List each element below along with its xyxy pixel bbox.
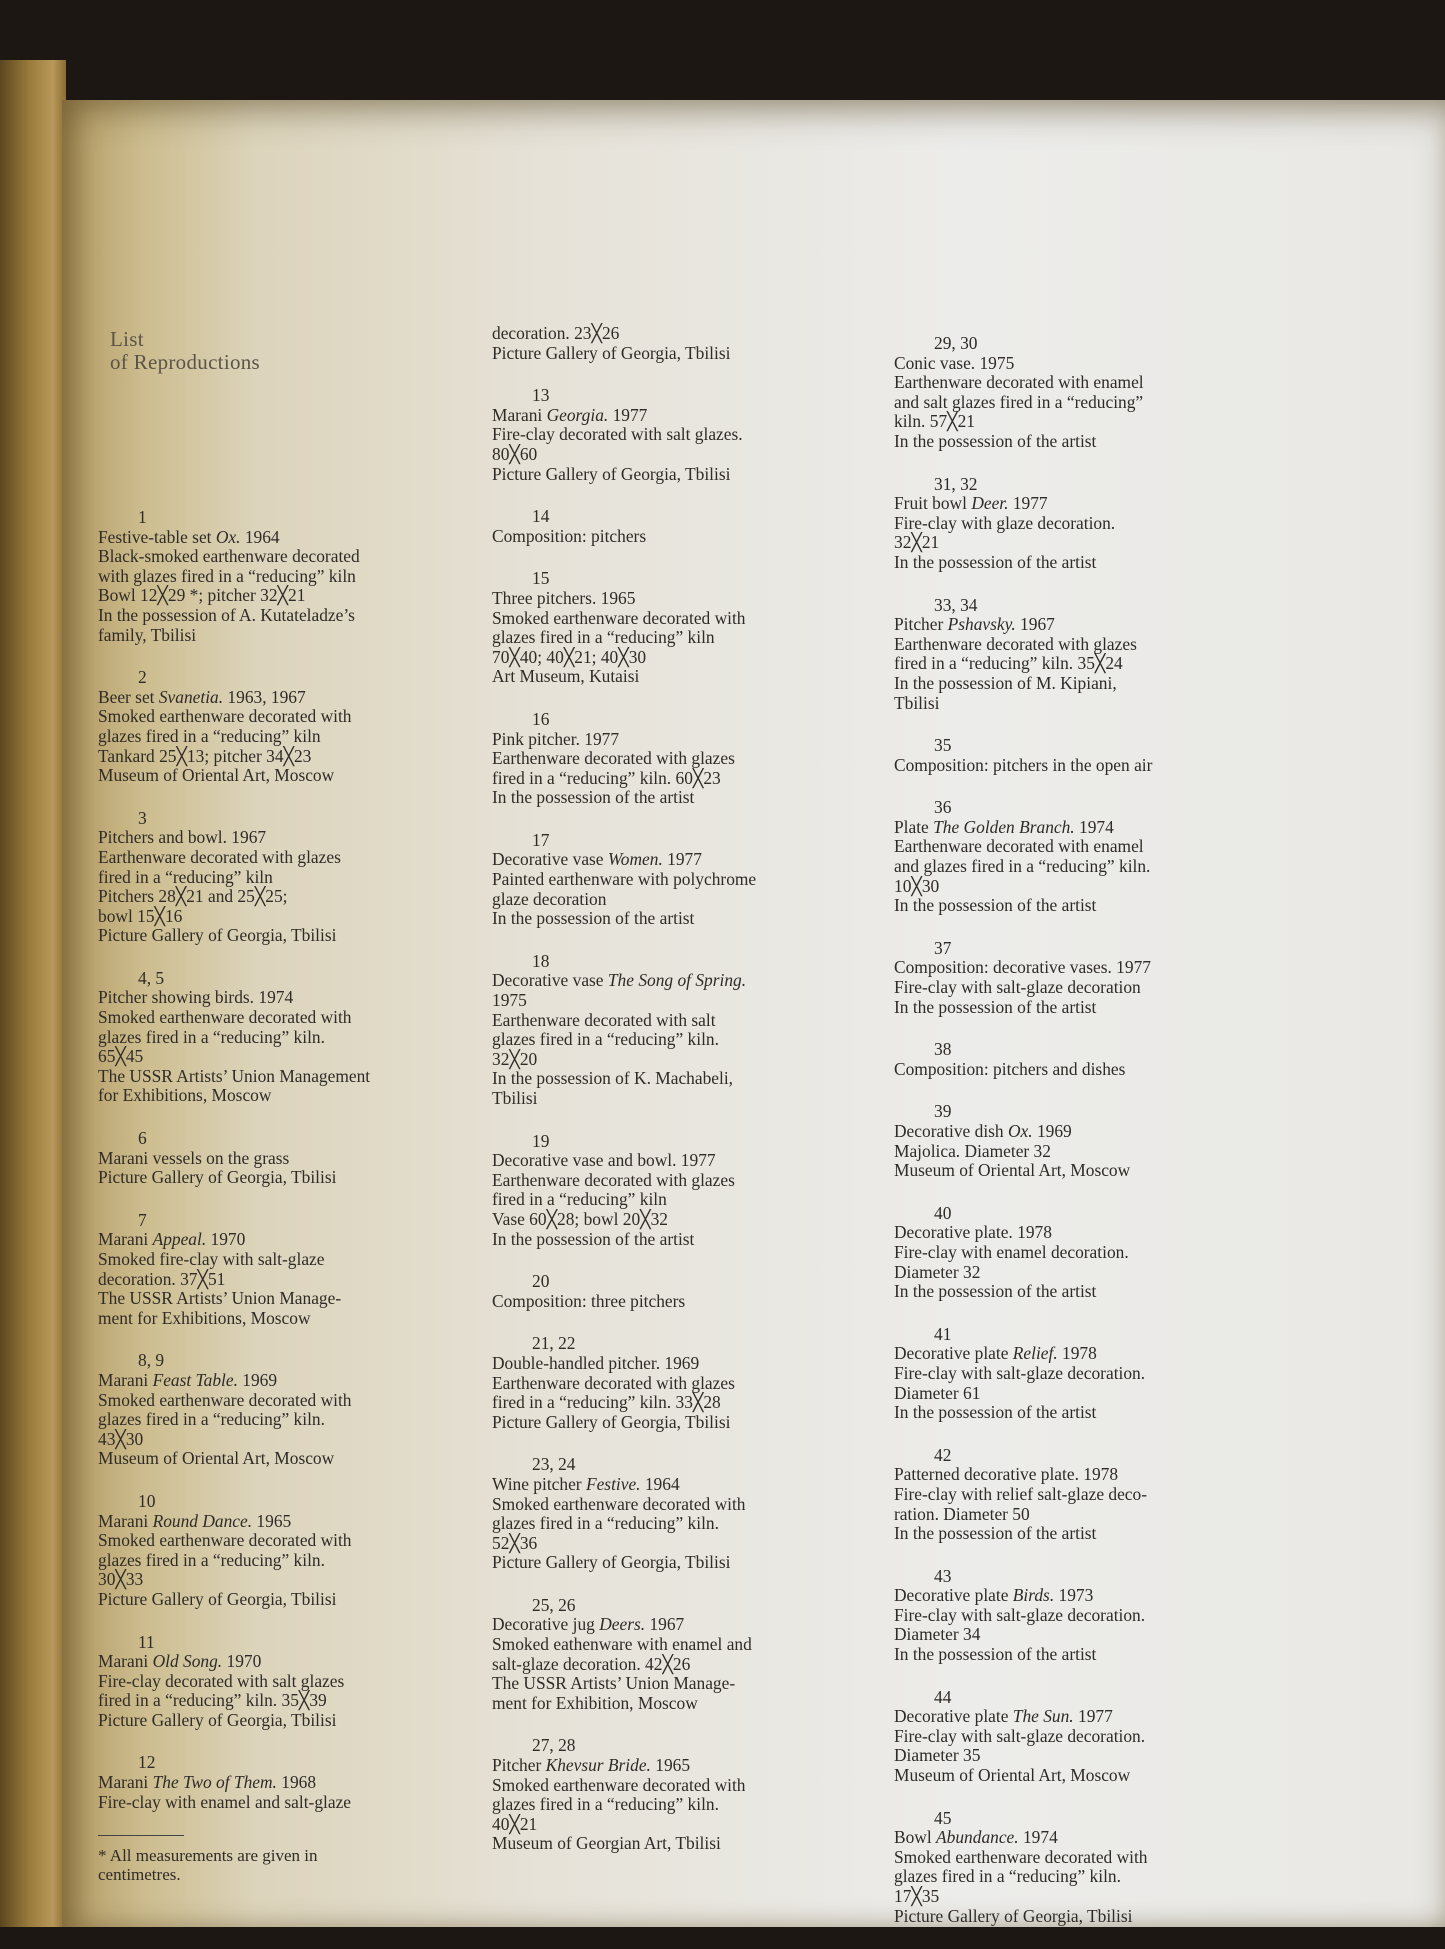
footnote-rule	[98, 1835, 184, 1836]
footnote-line: * All measurements are given in	[98, 1846, 318, 1866]
entry-line: In the possession of the artist	[894, 1402, 1097, 1423]
entry-line: Smoked earthenware decorated with	[492, 1774, 746, 1795]
entry-line: Decorative plate. 1978	[894, 1222, 1052, 1243]
footnote	[98, 1846, 458, 1884]
entry-line: for Exhibitions, Moscow	[98, 1085, 272, 1106]
entry-line: Picture Gallery of Georgia, Tbilisi	[492, 1552, 731, 1573]
entry-line: fired in a “reducing” kiln. 35╳39	[98, 1690, 327, 1711]
artwork-title: Feast Table.	[152, 1369, 238, 1390]
entry-number: 20	[532, 1271, 550, 1292]
entry-line: 32╳20	[492, 1048, 538, 1069]
entry-number: 12	[138, 1752, 156, 1773]
entry-number: 43	[934, 1565, 952, 1586]
artwork-title: Khevsur Bride.	[545, 1755, 651, 1776]
entries-col3	[894, 334, 1254, 1926]
entry-line: Bowl 12╳29 *; pitcher 32╳21	[98, 585, 306, 606]
entry-line: Patterned decorative plate. 1978	[894, 1464, 1119, 1485]
entry-line: In the possession of the artist	[894, 1644, 1097, 1665]
entry-line: glazes fired in a “reducing” kiln.	[98, 1026, 325, 1047]
entry-line: Smoked earthenware decorated with	[894, 1846, 1148, 1867]
entry-line: glazes fired in a “reducing” kiln	[98, 725, 321, 746]
entry-line: In the possession of the artist	[894, 895, 1097, 916]
entry-line: fired in a “reducing” kiln. 60╳23	[492, 767, 721, 788]
entry-line: glaze decoration	[492, 888, 607, 909]
entry-line: Decorative vase The Song of Spring.	[492, 970, 747, 991]
entry-line: Double-handled pitcher. 1969	[492, 1352, 700, 1373]
entry-number: 39	[934, 1101, 952, 1122]
entry-line: Decorative vase Women. 1977	[492, 849, 702, 870]
entry-line: The USSR Artists’ Union Manage-	[492, 1673, 736, 1694]
entry-line: In the possession of the artist	[492, 908, 695, 929]
artwork-title: Deers.	[599, 1614, 646, 1635]
reproduction-entry	[492, 386, 852, 484]
entry-line: Composition: pitchers	[492, 525, 647, 546]
entries-col1	[98, 508, 458, 1812]
entry-line: Decorative plate The Sun. 1977	[894, 1706, 1113, 1727]
entry-number: 6	[138, 1128, 147, 1149]
entry-line: glazes fired in a “reducing” kiln.	[492, 1513, 719, 1534]
entry-line: ment for Exhibitions, Moscow	[98, 1307, 311, 1328]
entry-line: Composition: three pitchers	[492, 1290, 686, 1311]
entry-number: 29, 30	[934, 333, 978, 353]
entry-line: Decorative plate Birds. 1973	[894, 1585, 1094, 1606]
entry-line: Smoked earthenware decorated with	[98, 1389, 352, 1410]
entry-line: Smoked earthenware decorated with	[98, 706, 352, 727]
entry-line: Pitchers 28╳21 and 25╳25;	[98, 886, 288, 907]
entry-line: family, Tbilisi	[98, 624, 197, 645]
artwork-title: Festive.	[585, 1473, 641, 1494]
column-1	[98, 328, 458, 1884]
entry-line: Fire-clay with salt-glaze decoration.	[894, 1362, 1146, 1383]
artwork-title: The Sun.	[1012, 1706, 1074, 1727]
entry-line: Composition: pitchers in the open air	[894, 754, 1153, 775]
reproduction-entry	[894, 1567, 1254, 1665]
entry-number: 31, 32	[934, 473, 978, 494]
entry-line: glazes fired in a “reducing” kiln.	[492, 1029, 719, 1050]
entry-line: In the possession of K. Machabeli,	[492, 1068, 734, 1089]
entry-number: 45	[934, 1807, 952, 1828]
reproduction-entry	[98, 969, 458, 1106]
entry-line: Black-smoked earthenware decorated	[98, 546, 360, 567]
entry-line: Decorative vase and bowl. 1977	[492, 1150, 716, 1171]
entry-number: 23, 24	[532, 1454, 576, 1475]
artwork-title: The Song of Spring.	[607, 970, 747, 991]
entry-number: 2	[138, 667, 147, 688]
entry-line: with glazes fired in a “reducing” kiln	[98, 565, 356, 586]
entry-line: Composition: decorative vases. 1977	[894, 957, 1151, 978]
reproduction-entry	[894, 1040, 1254, 1079]
artwork-title: The Two of Them.	[152, 1772, 277, 1793]
entry-line: Marani vessels on the grass	[98, 1147, 290, 1168]
entry-line: In the possession of the artist	[894, 430, 1097, 451]
entry-line: Fire-clay with glaze decoration.	[894, 512, 1116, 533]
entry-line: Fire-clay with relief salt-glaze deco-	[894, 1483, 1148, 1504]
reproduction-entry	[98, 1129, 458, 1188]
reproduction-entry	[894, 939, 1254, 1017]
entry-line: Museum of Oriental Art, Moscow	[894, 1160, 1131, 1181]
reproduction-entry	[492, 1736, 852, 1854]
entry-number: 19	[532, 1130, 550, 1151]
title-line-1: List	[110, 327, 144, 351]
entry-number: 42	[934, 1444, 952, 1465]
entry-line: Decorative plate Relief. 1978	[894, 1343, 1097, 1364]
entry-number: 40	[934, 1202, 952, 1223]
entry-line: Fire-clay with enamel and salt-glaze	[98, 1791, 352, 1812]
reproduction-entry	[98, 1753, 458, 1812]
artwork-title: Georgia.	[546, 404, 609, 425]
entry-line: Pitcher Khevsur Bride. 1965	[492, 1755, 691, 1776]
footnote-line: centimetres.	[98, 1865, 181, 1885]
entry-line: Plate The Golden Branch. 1974	[894, 816, 1114, 837]
entry-number: 18	[532, 950, 550, 971]
entry-number: 44	[934, 1686, 952, 1707]
entry-line: fired in a “reducing” kiln. 35╳24	[894, 653, 1123, 674]
reproduction-entry	[894, 1809, 1254, 1927]
reproduction-entry	[894, 1446, 1254, 1544]
reproduction-entry	[492, 710, 852, 808]
entry-line: Vase 60╳28; bowl 20╳32	[492, 1208, 668, 1229]
artwork-title: Svanetia.	[158, 686, 224, 707]
entry-line: Smoked eathenware with enamel and	[492, 1634, 752, 1655]
entry-number: 36	[934, 797, 952, 818]
entry-line: Decorative dish Ox. 1969	[894, 1121, 1072, 1141]
artwork-title: Round Dance.	[152, 1510, 253, 1531]
page-title	[98, 328, 458, 374]
reproduction-entry	[894, 1688, 1254, 1786]
reproduction-entry	[492, 952, 852, 1109]
entry-line: Diameter 35	[894, 1745, 981, 1766]
entry-line: Earthenware decorated with glazes	[98, 846, 341, 867]
entry-line: Fire-clay decorated with salt glazes	[98, 1670, 345, 1691]
entry-line: 1975	[492, 990, 527, 1011]
entry-line: fired in a “reducing” kiln	[492, 1189, 667, 1210]
entry-line: In the possession of the artist	[894, 551, 1097, 572]
entry-number: 16	[532, 708, 550, 729]
reproduction-entry	[492, 1272, 852, 1311]
entry-line: Wine pitcher Festive. 1964	[492, 1473, 680, 1494]
artwork-title: Ox.	[1007, 1121, 1033, 1141]
entry-number: 33, 34	[934, 594, 978, 615]
entry-line: Fire-clay with salt-glaze decoration	[894, 977, 1141, 998]
entry-line: Picture Gallery of Georgia, Tbilisi	[98, 1709, 337, 1730]
reproduction-entry	[894, 798, 1254, 916]
entry-line: fired in a “reducing” kiln. 33╳28	[492, 1392, 721, 1413]
reproduction-entry	[98, 809, 458, 946]
column-2	[492, 324, 852, 1877]
entry-line: Pink pitcher. 1977	[492, 728, 620, 749]
entry-number: 35	[934, 735, 952, 756]
reproduction-entry	[894, 736, 1254, 775]
reproduction-entry	[98, 668, 458, 786]
entry-line: 80╳60	[492, 443, 538, 464]
reproduction-entry	[492, 507, 852, 546]
entry-line: Earthenware decorated with glazes	[492, 748, 735, 769]
entry-number: 41	[934, 1323, 952, 1344]
entry-line: Earthenware decorated with glazes	[492, 1169, 735, 1190]
entry-line: Smoked fire-clay with salt-glaze	[98, 1249, 325, 1269]
entry-line: In the possession of the artist	[894, 1281, 1097, 1302]
entry-line: Fire-clay with salt-glaze decoration.	[894, 1604, 1146, 1625]
reproduction-entry	[492, 1334, 852, 1432]
reproduction-entry	[98, 508, 458, 645]
entry-line: Picture Gallery of Georgia, Tbilisi	[492, 1411, 731, 1432]
entry-line: 65╳45	[98, 1046, 144, 1067]
entry-line: Picture Gallery of Georgia, Tbilisi	[98, 1167, 337, 1188]
entry-line: Fire-clay decorated with salt glazes.	[492, 424, 743, 445]
entry-line: Diameter 34	[894, 1624, 981, 1645]
entry-line: Fruit bowl Deer. 1977	[894, 493, 1048, 514]
entry-line: In the possession of the artist	[492, 1228, 695, 1249]
entry-number: 25, 26	[532, 1594, 576, 1615]
entry-line: Art Museum, Kutaisi	[492, 666, 640, 687]
entry-number: 15	[532, 568, 550, 589]
entry-line: Marani Feast Table. 1969	[98, 1369, 278, 1390]
entry-number: 4, 5	[138, 967, 165, 988]
entry-line: 32╳21	[894, 532, 940, 553]
entry-number: 8, 9	[138, 1350, 165, 1371]
entry-line: Majolica. Diameter 32	[894, 1140, 1051, 1161]
entry-line: Smoked earthenware decorated with	[492, 1493, 746, 1514]
entry-line: Pitcher showing birds. 1974	[98, 987, 294, 1008]
reproduction-entry	[894, 1325, 1254, 1423]
reproduction-entry	[98, 1633, 458, 1731]
entry-line: Diameter 32	[894, 1261, 981, 1282]
entry-number: 14	[532, 506, 550, 527]
entry-line: Tankard 25╳13; pitcher 34╳23	[98, 745, 312, 766]
entry-line: Tbilisi	[492, 1088, 538, 1108]
reproduction-entry	[98, 1211, 458, 1329]
entry-line: Smoked earthenware decorated with	[98, 1530, 352, 1551]
entry-number: 37	[934, 937, 952, 958]
entry-line: glazes fired in a “reducing” kiln.	[98, 1549, 325, 1570]
entry-line: 17╳35	[894, 1886, 940, 1906]
reproduction-entry	[492, 1596, 852, 1714]
entry-line: ment for Exhibition, Moscow	[492, 1692, 698, 1713]
entry-line: decoration. 23╳26	[492, 323, 620, 343]
entry-line: Marani The Two of Them. 1968	[98, 1772, 317, 1793]
left-page-edge	[0, 60, 66, 1927]
reproduction-entry	[492, 1455, 852, 1573]
entry-line: Museum of Oriental Art, Moscow	[98, 765, 335, 786]
entry-line: Pitchers and bowl. 1967	[98, 827, 267, 848]
entry-line: Marani Appeal. 1970	[98, 1229, 246, 1250]
reproduction-entry	[894, 1204, 1254, 1302]
entry-line: In the possession of the artist	[894, 996, 1097, 1017]
reproduction-entry	[894, 1102, 1254, 1180]
reproduction-entry	[894, 334, 1254, 452]
reproduction-entry	[894, 475, 1254, 573]
entry-line: 10╳30	[894, 875, 940, 896]
artwork-title: Abundance.	[936, 1827, 1019, 1848]
column-3	[894, 334, 1254, 1949]
entry-line: Earthenware decorated with glazes	[492, 1372, 735, 1393]
entry-line: Diameter 61	[894, 1382, 981, 1403]
entry-line: Smoked earthenware decorated with	[98, 1007, 352, 1028]
artwork-title: Ox.	[215, 526, 241, 547]
reproduction-entry	[894, 596, 1254, 714]
entry-line: glazes fired in a “reducing” kiln.	[492, 1794, 719, 1815]
entry-line: In the possession of M. Kipiani,	[894, 672, 1117, 693]
entry-line: Picture Gallery of Georgia, Tbilisi	[894, 1905, 1133, 1926]
entry-number: 13	[532, 385, 550, 406]
entry-line: Bowl Abundance. 1974	[894, 1827, 1058, 1848]
entry-line: kiln. 57╳21	[894, 411, 976, 432]
entry-line: Festive-table set Ox. 1964	[98, 526, 280, 547]
entry-line: In the possession of A. Kutateladze’s	[98, 604, 355, 625]
entry-line: Picture Gallery of Georgia, Tbilisi	[98, 1588, 337, 1609]
entry-line: Fire-clay with enamel decoration.	[894, 1241, 1129, 1262]
entry-line: 40╳21	[492, 1813, 538, 1834]
entry-number: 3	[138, 807, 147, 828]
entry-number: 10	[138, 1490, 156, 1511]
entry-line: Painted earthenware with polychrome	[492, 869, 757, 890]
entry-line: Fire-clay with salt-glaze decoration.	[894, 1725, 1146, 1746]
entry-number: 17	[532, 829, 550, 850]
entry-line: decoration. 37╳51	[98, 1268, 226, 1289]
entry-line: bowl 15╳16	[98, 905, 183, 926]
artwork-title: Women.	[607, 849, 663, 870]
entry-line: and salt glazes fired in a “reducing”	[894, 391, 1144, 412]
entry-line: In the possession of the artist	[894, 1523, 1097, 1544]
entry-line: Museum of Oriental Art, Moscow	[98, 1448, 335, 1469]
reproduction-entry	[492, 1132, 852, 1250]
entry-line: 30╳33	[98, 1569, 144, 1590]
entry-line: fired in a “reducing” kiln	[98, 866, 273, 887]
artwork-title: Appeal.	[152, 1229, 207, 1250]
artwork-title: Relief.	[1012, 1343, 1058, 1364]
entry-line: Smoked earthenware decorated with	[492, 607, 746, 628]
entry-line: glazes fired in a “reducing” kiln.	[894, 1866, 1121, 1887]
entry-line: Composition: pitchers and dishes	[894, 1058, 1126, 1079]
entry-line: Tbilisi	[894, 692, 940, 713]
entry-number: 7	[138, 1209, 147, 1230]
entry-line: salt-glaze decoration. 42╳26	[492, 1653, 691, 1674]
entry-line: 43╳30	[98, 1428, 144, 1449]
entry-line: Picture Gallery of Georgia, Tbilisi	[492, 342, 731, 363]
entry-line: Museum of Oriental Art, Moscow	[894, 1765, 1131, 1786]
entry-number: 21, 22	[532, 1333, 576, 1354]
entry-line: Museum of Georgian Art, Tbilisi	[492, 1833, 721, 1854]
entry-line: Pitcher Pshavsky. 1967	[894, 614, 1055, 635]
entry-line: Marani Georgia. 1977	[492, 404, 648, 425]
artwork-title: Pshavsky.	[947, 614, 1016, 635]
reproduction-entry	[98, 1492, 458, 1610]
reproduction-entry	[492, 324, 852, 363]
entry-line: Earthenware decorated with enamel	[894, 836, 1144, 857]
entry-number: 11	[138, 1631, 155, 1652]
entry-line: and glazes fired in a “reducing” kiln.	[894, 856, 1151, 877]
entry-line: Marani Round Dance. 1965	[98, 1510, 292, 1531]
entry-line: Earthenware decorated with salt	[492, 1009, 716, 1030]
entry-line: glazes fired in a “reducing” kiln.	[98, 1409, 325, 1430]
reproduction-entry	[492, 831, 852, 929]
entry-line: Marani Old Song. 1970	[98, 1651, 262, 1672]
entry-line: glazes fired in a “reducing” kiln	[492, 627, 715, 648]
entry-line: Picture Gallery of Georgia, Tbilisi	[98, 925, 337, 946]
entry-line: Earthenware decorated with glazes	[894, 633, 1137, 654]
artwork-title: The Golden Branch.	[933, 816, 1075, 837]
title-line-2: of Reproductions	[110, 350, 261, 374]
artwork-title: Old Song.	[152, 1651, 223, 1672]
entry-line: 52╳36	[492, 1532, 538, 1553]
entry-number: 38	[934, 1039, 952, 1060]
artwork-title: Birds.	[1012, 1585, 1055, 1606]
entry-line: Beer set Svanetia. 1963, 1967	[98, 686, 306, 707]
entries-col2	[492, 324, 852, 1854]
entry-line: In the possession of the artist	[492, 787, 695, 808]
entry-line: Conic vase. 1975	[894, 352, 1015, 373]
entry-number: 27, 28	[532, 1735, 576, 1756]
entry-line: Picture Gallery of Georgia, Tbilisi	[492, 463, 731, 484]
entry-line: The USSR Artists’ Union Management	[98, 1065, 371, 1086]
entry-number: 1	[138, 507, 147, 527]
entry-line: 70╳40; 40╳21; 40╳30	[492, 646, 647, 667]
reproduction-entry	[98, 1351, 458, 1469]
entry-line: ration. Diameter 50	[894, 1503, 1030, 1524]
entry-line: Decorative jug Deers. 1967	[492, 1614, 685, 1635]
entry-line: Three pitchers. 1965	[492, 587, 636, 608]
entry-line: Earthenware decorated with enamel	[894, 372, 1144, 393]
reproduction-entry	[492, 569, 852, 687]
entry-line: The USSR Artists’ Union Manage-	[98, 1288, 342, 1309]
artwork-title: Deer.	[971, 493, 1009, 514]
